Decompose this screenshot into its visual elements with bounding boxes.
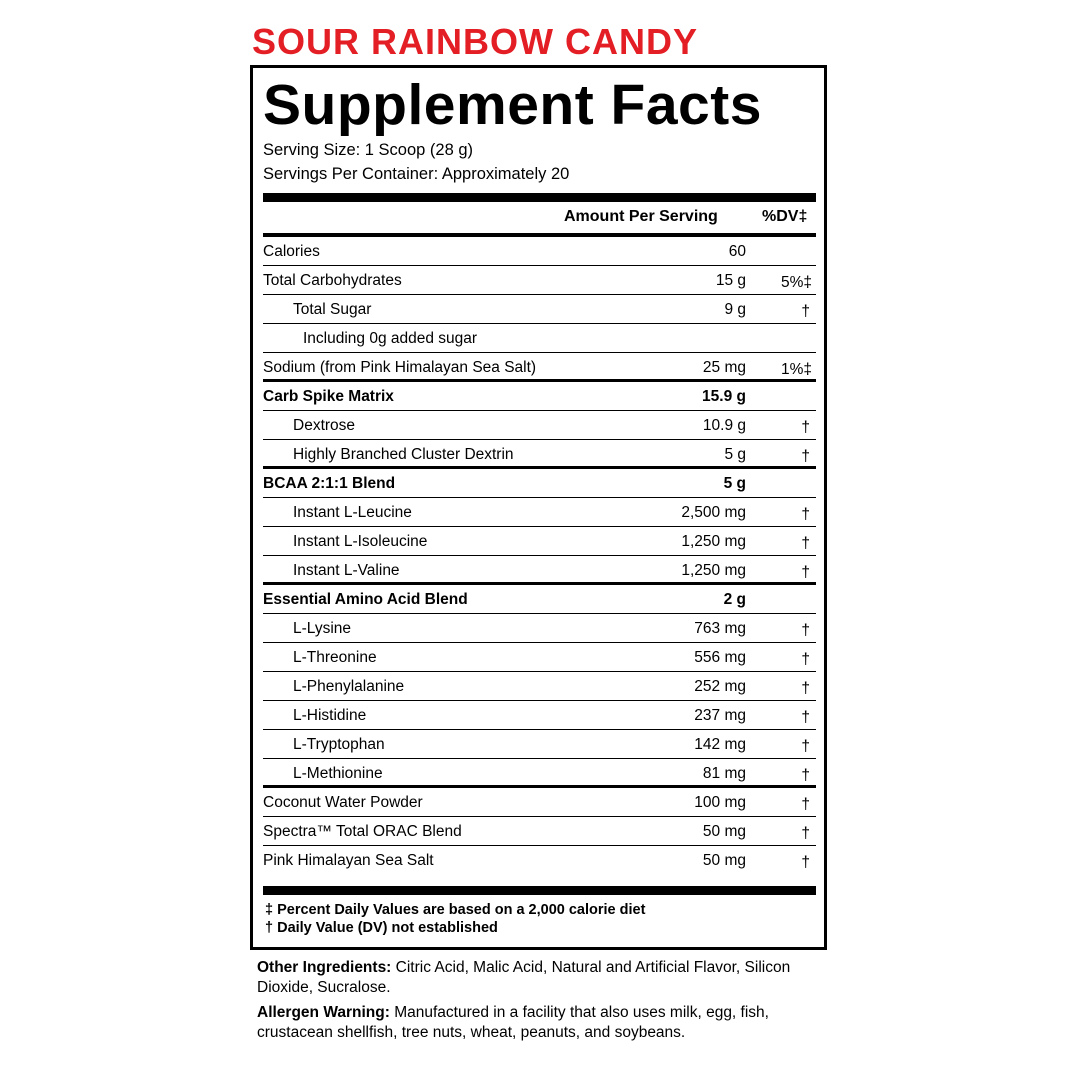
row-amount: 142 mg — [694, 736, 746, 753]
other-ingredients-text: Citric Acid, Malic Acid, Natural and Artificial Flavor, Silicon Dioxide, Sucralose. — [257, 959, 791, 996]
table-row — [263, 788, 816, 817]
row-dv: † — [801, 651, 810, 668]
table-row — [263, 643, 816, 672]
table-row — [263, 382, 816, 411]
allergen-warning — [257, 1003, 827, 1043]
row-name: Dextrose — [293, 417, 356, 434]
table-row — [263, 440, 816, 469]
row-amount: 763 mg — [694, 620, 746, 637]
row-amount: 5 g — [724, 446, 746, 463]
row-name: L-Tryptophan — [293, 736, 385, 753]
row-dv: † — [801, 564, 810, 581]
row-name: Spectra™ Total ORAC Blend — [263, 823, 462, 840]
row-name: Coconut Water Powder — [263, 794, 423, 811]
header-amount-per-serving: Amount Per Serving — [564, 208, 718, 225]
table-row — [263, 469, 816, 498]
header-dv: %DV‡ — [762, 208, 808, 225]
row-name: L-Threonine — [293, 649, 377, 666]
thick-rule-top — [263, 193, 816, 202]
table-row — [263, 353, 816, 382]
row-amount: 5 g — [723, 475, 746, 492]
other-ingredients — [257, 958, 827, 998]
row-dv: † — [801, 506, 810, 523]
row-dv: 5%‡ — [780, 274, 812, 291]
allergen-warning-text: Manufactured in a facility that also uses milk, egg, fish, crustacean shellfish, tree nuts, wheat, peanuts, and soybeans. — [257, 1004, 769, 1041]
footnote-not-established: † Daily Value (DV) not established — [265, 920, 498, 936]
row-dv: 1%‡ — [780, 361, 812, 378]
row-name: Carb Spike Matrix — [263, 388, 394, 405]
row-amount: 2 g — [723, 591, 746, 608]
row-name: Total Sugar — [293, 301, 372, 318]
row-amount: 100 mg — [694, 794, 746, 811]
row-dv: † — [801, 738, 810, 755]
row-name: Highly Branched Cluster Dextrin — [293, 446, 514, 463]
row-name: L-Phenylalanine — [293, 678, 405, 695]
row-dv: † — [801, 448, 810, 465]
row-amount: 2,500 mg — [681, 504, 746, 521]
row-amount: 556 mg — [694, 649, 746, 666]
servings-per-container: Servings Per Container: Approximately 20 — [263, 165, 570, 183]
row-name: BCAA 2:1:1 Blend — [263, 475, 396, 492]
table-row — [263, 614, 816, 643]
row-dv: † — [801, 709, 810, 726]
table-row — [263, 701, 816, 730]
table-row — [263, 411, 816, 440]
table-row — [263, 730, 816, 759]
row-amount: 1,250 mg — [681, 533, 746, 550]
row-dv: † — [801, 825, 810, 842]
table-row — [263, 672, 816, 701]
table-row — [263, 527, 816, 556]
row-name: Including 0g added sugar — [303, 330, 478, 347]
table-row — [263, 237, 816, 266]
row-dv: † — [801, 622, 810, 639]
row-name: Instant L-Valine — [293, 562, 400, 579]
row-amount: 25 mg — [702, 359, 746, 376]
row-dv: † — [801, 419, 810, 436]
nutrient-table — [263, 237, 816, 874]
row-dv: † — [801, 535, 810, 552]
row-amount: 252 mg — [694, 678, 746, 695]
row-amount: 60 — [728, 243, 746, 260]
table-row — [263, 295, 816, 324]
row-amount: 10.9 g — [702, 417, 746, 434]
row-amount: 15 g — [715, 272, 746, 289]
row-name: Calories — [263, 243, 320, 260]
row-name: Instant L-Isoleucine — [293, 533, 428, 550]
serving-size: Serving Size: 1 Scoop (28 g) — [263, 141, 474, 159]
row-name: L-Histidine — [293, 707, 367, 724]
table-row — [263, 817, 816, 846]
table-row — [263, 759, 816, 788]
row-name: Essential Amino Acid Blend — [263, 591, 468, 608]
panel-title: Supplement Facts — [263, 73, 762, 137]
row-name: Instant L-Leucine — [293, 504, 412, 521]
row-dv: † — [801, 767, 810, 784]
row-name: Sodium (from Pink Himalayan Sea Salt) — [263, 359, 537, 376]
table-row — [263, 556, 816, 585]
row-dv: † — [801, 680, 810, 697]
row-amount: 50 mg — [702, 852, 746, 869]
row-amount: 237 mg — [694, 707, 746, 724]
table-row — [263, 498, 816, 527]
supplement-facts-panel — [250, 65, 827, 950]
row-dv: † — [801, 303, 810, 320]
row-dv: † — [801, 796, 810, 813]
row-amount: 1,250 mg — [681, 562, 746, 579]
row-name: Pink Himalayan Sea Salt — [263, 852, 434, 869]
row-amount: 50 mg — [702, 823, 746, 840]
table-row — [263, 846, 816, 874]
allergen-warning-label: Allergen Warning: — [257, 1004, 390, 1021]
row-name: Total Carbohydrates — [263, 272, 402, 289]
footnote-daily-values: ‡ Percent Daily Values are based on a 2,000 calorie diet — [265, 902, 646, 918]
table-row — [263, 324, 816, 353]
table-row — [263, 585, 816, 614]
row-name: L-Lysine — [293, 620, 352, 637]
table-row — [263, 266, 816, 295]
other-ingredients-label: Other Ingredients: — [257, 959, 392, 976]
row-amount: 15.9 g — [702, 388, 746, 405]
flavor-name: SOUR RAINBOW CANDY — [252, 21, 698, 62]
row-amount: 81 mg — [702, 765, 746, 782]
row-amount: 9 g — [724, 301, 746, 318]
thick-rule-bottom — [263, 886, 816, 895]
row-dv: † — [801, 854, 810, 871]
row-name: L-Methionine — [293, 765, 383, 782]
